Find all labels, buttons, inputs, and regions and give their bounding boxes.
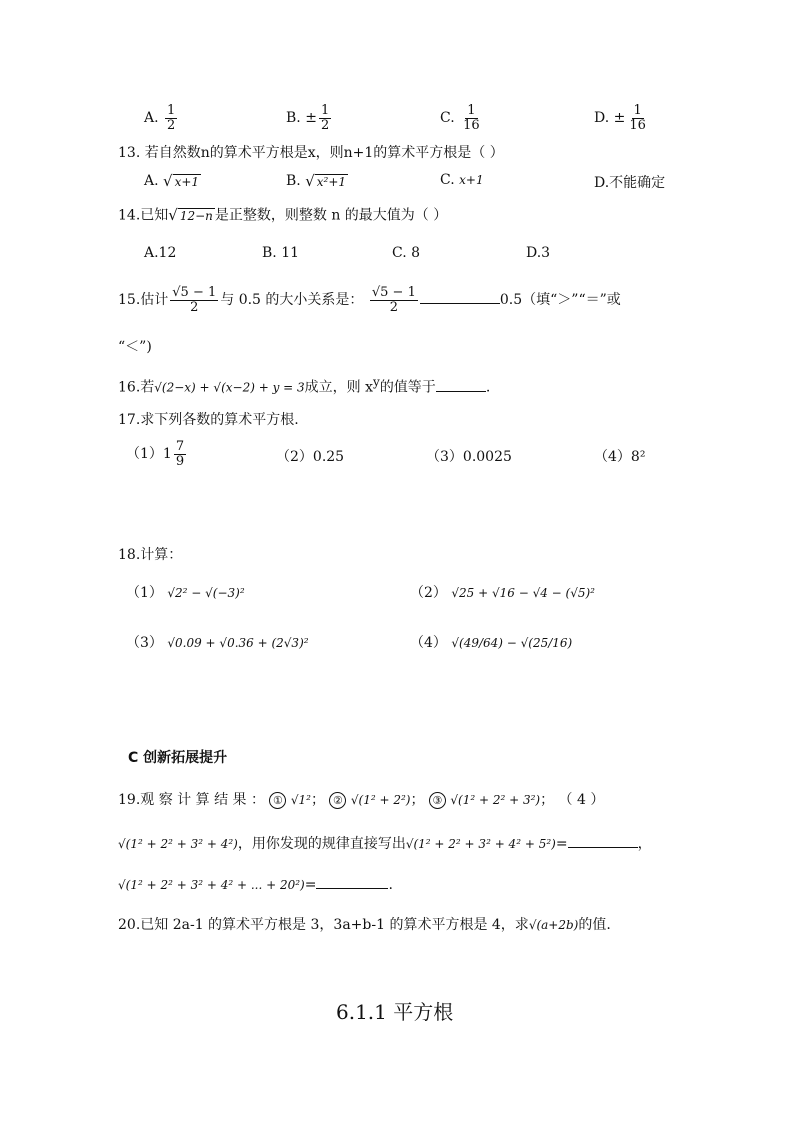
- q18-stem: 18.计算：: [118, 547, 183, 563]
- q17-item-2: （2）0.25: [276, 449, 345, 465]
- q14-option-c: C. 8: [392, 245, 421, 261]
- section-title: 6.1.1 平方根: [336, 1000, 454, 1024]
- q17-stem: 17.求下列各数的算术平方根.: [118, 412, 299, 428]
- q16-stem: 16.若√(2−x) + √(x−2) + y = 3成立，则 $x^y$的值等于 .: [118, 375, 491, 396]
- q13-option-d: D.不能确定: [594, 175, 666, 191]
- q13-stem: 13. 若自然数n的算术平方根是x，则n+1的算术平方根是（ ）: [118, 145, 504, 161]
- q15-line2: “＜”): [118, 339, 152, 355]
- q16-answer-blank[interactable]: [436, 377, 486, 392]
- q18-item-1: （1） √2² − √(−3)²: [126, 585, 245, 601]
- q18-item-3: （3） √0.09 + √0.36 + (2√3)²: [126, 635, 309, 651]
- q14-option-d: D.3: [526, 245, 551, 261]
- section-c-heading: C 创新拓展提升: [128, 750, 228, 766]
- q14-option-b: B. 11: [262, 245, 300, 261]
- q18-item-2: （2） √25 + √16 − √4 − (√5)²: [410, 585, 595, 601]
- q19-answer-blank-2[interactable]: [316, 874, 388, 889]
- q19-line3: √(1² + 2² + 3² + 4² + ... + 20²)= .: [118, 874, 393, 895]
- q19-line1: 19.观 察 计 算 结 果 ： ① √1²； ② √(1² + 2²)； ③ √(1² + 2² + 3²)； （ 4 ）: [118, 792, 605, 808]
- q17-item-4: （4）8²: [594, 449, 646, 465]
- q14-stem: 14.已知√ 12−n 是正整数，则整数 n 的最大值为（ ）: [118, 206, 448, 224]
- q17-item-3: （3）0.0025: [426, 449, 512, 465]
- q15-stem: 15.估计 $\frac{√5 - 1}{2}$ 与 0.5 的大小关系是： $\frac{√5 - 1}{2}$ 0.5（填“＞”“＝”或: [118, 284, 621, 315]
- q13-option-c: C. x+1: [440, 172, 484, 188]
- q17-item-1: （1）1 $\frac{7}{9}$: [126, 439, 185, 469]
- q14-option-a: A.12: [144, 245, 177, 261]
- q12-option-a: A. $\frac{1}{2}$: [144, 103, 176, 133]
- q13-option-b: B. √ x²+1: [286, 172, 347, 190]
- q20-stem: 20.已知 2a-1 的算术平方根是 3，3a+b-1 的算术平方根是 4，求√(a+2b)的值.: [118, 917, 611, 933]
- q15-answer-blank[interactable]: [420, 289, 500, 304]
- q19-answer-blank-1[interactable]: [568, 833, 638, 848]
- q18-item-4: （4） √(49/64) − √(25/16): [410, 635, 573, 651]
- q12-option-d: D. ± $\frac{1}{16}$: [594, 103, 646, 133]
- q19-line2: √(1² + 2² + 3² + 4²)，用你发现的规律直接写出√(1² + 2² + 3² + 4² + 5²)= ，: [118, 833, 652, 854]
- q12-option-b: B. ± $\frac{1}{2}$: [286, 103, 330, 133]
- q13-option-a: A. √ x+1: [144, 172, 200, 190]
- q12-option-c: C. $\frac{1}{16}$: [440, 103, 480, 133]
